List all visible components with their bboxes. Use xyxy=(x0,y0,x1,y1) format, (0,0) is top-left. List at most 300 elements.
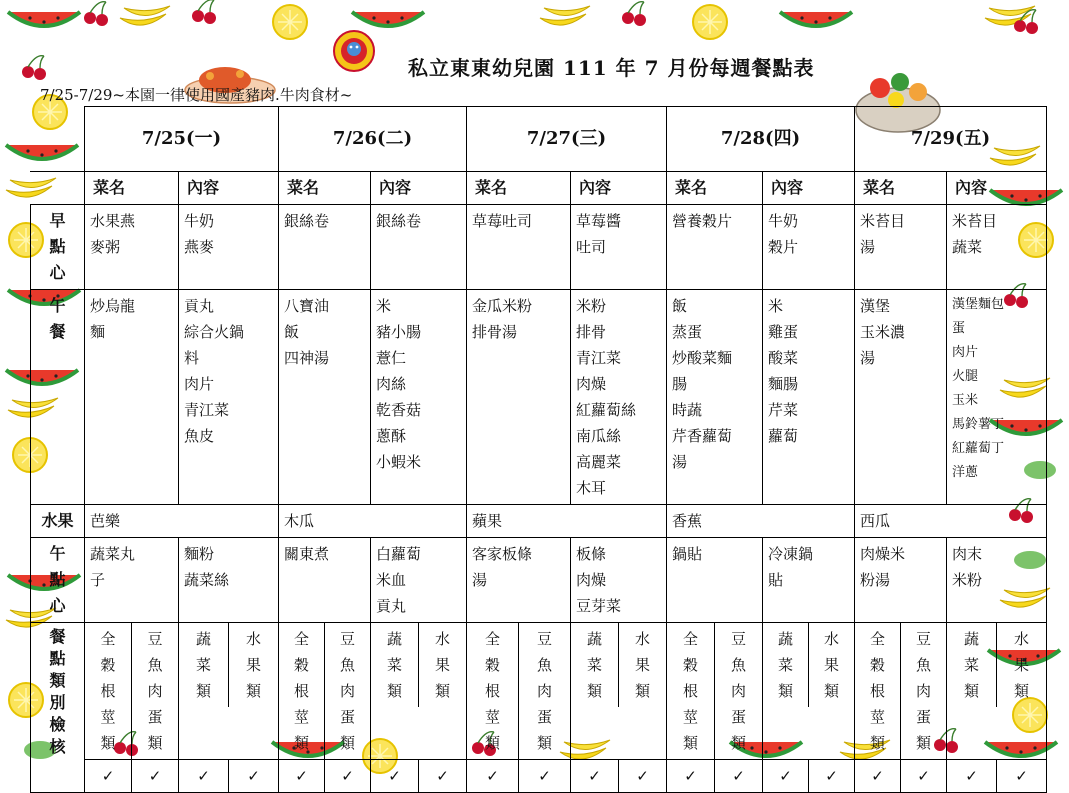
checkmark-subrow xyxy=(179,760,278,792)
category-char: 肉 xyxy=(915,682,931,700)
check-mark: ✓ xyxy=(917,767,930,785)
fruit-cell: 芭樂 xyxy=(85,505,279,538)
checkmark-pair xyxy=(947,760,1047,793)
category-char: 水 xyxy=(245,630,261,648)
category-subtable xyxy=(467,623,570,759)
category-char: 果 xyxy=(434,656,450,674)
checkmark-subrow xyxy=(947,760,1046,792)
afternoon-content xyxy=(763,538,855,623)
category-row xyxy=(31,623,1047,760)
category-pair xyxy=(763,623,855,760)
check-mark: ✓ xyxy=(825,767,838,785)
lunch-dish xyxy=(85,290,179,505)
category-label xyxy=(419,623,467,707)
breakfast-dish xyxy=(85,205,179,290)
category-char: 莖 xyxy=(869,708,885,726)
menu-item: 蘿蔔 xyxy=(768,427,799,445)
afternoon-content xyxy=(179,538,279,623)
check-mark: ✓ xyxy=(538,767,551,785)
checkmark-pair xyxy=(467,760,571,793)
lunch-row xyxy=(31,290,1047,505)
menu-item: 雞蛋 xyxy=(768,323,799,341)
menu-item: 綜合火鍋 xyxy=(184,323,245,341)
check-mark: ✓ xyxy=(1015,767,1028,785)
lunch-content-lines xyxy=(952,293,1041,485)
menu-item: 子 xyxy=(90,571,106,589)
category-char: 魚 xyxy=(915,656,931,674)
menu-item: 腸 xyxy=(672,375,688,393)
menu-item: 八寶油 xyxy=(284,297,330,315)
check-mark: ✓ xyxy=(947,760,997,792)
category-char: 蔬 xyxy=(386,630,402,648)
category-char: 豆 xyxy=(339,630,355,648)
menu-item: 芹菜 xyxy=(768,401,799,419)
afternoon-dish xyxy=(667,538,763,623)
checkmark-pair xyxy=(371,760,467,793)
category-subrow xyxy=(467,623,570,759)
category-char: 魚 xyxy=(339,656,355,674)
category-subrow xyxy=(279,623,370,759)
category-subrow xyxy=(571,623,666,707)
menu-item: 麵腸 xyxy=(768,375,799,393)
category-label xyxy=(85,623,132,759)
fruit-cell: 西瓜 xyxy=(855,505,1047,538)
menu-item: 麥粥 xyxy=(90,238,121,256)
menu-item: 湯 xyxy=(672,453,688,471)
category-char: 類 xyxy=(823,682,839,700)
menu-item: 豬小腸 xyxy=(376,323,422,341)
category-char: 肉 xyxy=(147,682,163,700)
category-char: 類 xyxy=(339,734,355,752)
checkmark-subtable xyxy=(855,760,946,792)
checkmark-subrow xyxy=(763,760,854,792)
category-char: 蛋 xyxy=(536,708,552,726)
category-label xyxy=(179,623,229,707)
check-mark: ✓ xyxy=(279,760,325,792)
menu-item: 吐司 xyxy=(576,238,607,256)
day-header: 7/26(二) xyxy=(279,107,467,172)
category-char: 蛋 xyxy=(147,708,163,726)
category-label xyxy=(947,623,997,707)
menu-item: 冷凍鍋 xyxy=(768,545,814,563)
afternoon-content-lines xyxy=(376,541,461,619)
checkmark-row xyxy=(31,760,1047,793)
menu-item: 蒸蛋 xyxy=(672,323,703,341)
menu-item: 玉米濃 xyxy=(860,323,906,341)
content-header: 內容 xyxy=(571,172,667,205)
row-label-char: 心 xyxy=(49,263,66,282)
category-char: 類 xyxy=(869,734,885,752)
breakfast-content xyxy=(179,205,279,290)
breakfast-content-lines xyxy=(768,208,849,260)
category-pair xyxy=(667,623,763,760)
category-pair xyxy=(279,623,371,760)
breakfast-dish-lines xyxy=(472,208,565,234)
menu-item: 玉米 xyxy=(952,393,979,408)
category-char: 類 xyxy=(386,682,402,700)
lunch-content xyxy=(571,290,667,505)
menu-item: 米粉 xyxy=(952,571,983,589)
breakfast-dish xyxy=(667,205,763,290)
category-char: 根 xyxy=(484,682,500,700)
menu-item: 火腿 xyxy=(952,369,979,384)
afternoon-dish-lines xyxy=(472,541,565,593)
category-pair xyxy=(85,623,179,760)
breakfast-dish-lines xyxy=(672,208,757,234)
menu-item: 炒酸菜麵 xyxy=(672,349,733,367)
category-label xyxy=(571,623,619,707)
check-mark: ✓ xyxy=(179,760,229,792)
checkmark-pair xyxy=(85,760,179,793)
menu-item: 營養穀片 xyxy=(672,212,733,230)
menu-item: 草莓吐司 xyxy=(472,212,533,230)
menu-item: 紅蘿蔔丁 xyxy=(952,441,1005,456)
check-mark: ✓ xyxy=(763,760,809,792)
category-char: 全 xyxy=(100,630,116,648)
breakfast-content-lines xyxy=(576,208,661,260)
category-char: 穀 xyxy=(293,656,309,674)
checkmark-pair xyxy=(667,760,763,793)
menu-item: 肉末 xyxy=(952,545,983,563)
category-char: 豆 xyxy=(730,630,746,648)
menu-item: 炒烏龍 xyxy=(90,297,136,315)
breakfast-row xyxy=(31,205,1047,290)
checkmark-subrow xyxy=(571,760,666,792)
menu-item: 鍋貼 xyxy=(672,545,703,563)
breakfast-dish xyxy=(279,205,371,290)
breakfast-content-lines xyxy=(952,208,1041,260)
row-label-char: 餐 xyxy=(49,322,66,341)
weekly-menu-table xyxy=(30,106,1047,793)
lunch-content xyxy=(947,290,1047,505)
checkmark-subrow xyxy=(371,760,466,792)
breakfast-dish-lines xyxy=(284,208,365,234)
content-header: 內容 xyxy=(371,172,467,205)
category-char: 水 xyxy=(434,630,450,648)
category-char: 莖 xyxy=(100,708,116,726)
menu-item: 蔥酥 xyxy=(376,427,407,445)
category-char: 果 xyxy=(245,656,261,674)
category-subtable xyxy=(179,623,278,707)
day-header: 7/25(一) xyxy=(85,107,279,172)
menu-item: 豆芽菜 xyxy=(576,597,622,615)
lunch-content-lines xyxy=(184,293,273,449)
category-char: 根 xyxy=(869,682,885,700)
checkmark-pair xyxy=(179,760,279,793)
menu-item: 穀片 xyxy=(768,238,799,256)
category-char: 類 xyxy=(293,734,309,752)
menu-item: 肉片 xyxy=(184,375,215,393)
menu-item: 米 xyxy=(376,297,392,315)
afternoon-content-lines xyxy=(576,541,661,619)
category-char: 菜 xyxy=(777,656,793,674)
category-char: 莖 xyxy=(293,708,309,726)
row-label-char: 早 xyxy=(49,211,66,230)
afternoon-dish xyxy=(85,538,179,623)
category-char: 類 xyxy=(730,734,746,752)
lunch-content xyxy=(763,290,855,505)
lunch-dish xyxy=(279,290,371,505)
row-label-char: 別 xyxy=(49,693,66,712)
lunch-dish-lines xyxy=(90,293,173,345)
category-char: 類 xyxy=(915,734,931,752)
category-char: 水 xyxy=(823,630,839,648)
category-subtable xyxy=(371,623,466,707)
check-mark: ✓ xyxy=(467,760,519,792)
breakfast-content-lines xyxy=(376,208,461,234)
category-label xyxy=(901,623,947,759)
fruit-cell: 香蕉 xyxy=(667,505,855,538)
category-char: 蛋 xyxy=(339,708,355,726)
category-char: 類 xyxy=(586,682,602,700)
menu-item: 紅蘿蔔絲 xyxy=(576,401,637,419)
checkmark-subrow xyxy=(667,760,762,792)
category-char: 魚 xyxy=(147,656,163,674)
row-label-char: 點 xyxy=(49,570,66,589)
lunch-dish-lines xyxy=(472,293,565,345)
category-subrow xyxy=(763,623,854,707)
row-label-lunch xyxy=(31,290,85,505)
lunch-dish xyxy=(667,290,763,505)
lunch-content xyxy=(179,290,279,505)
breakfast-content xyxy=(763,205,855,290)
menu-item: 肉片 xyxy=(952,345,979,360)
kindergarten-logo-icon xyxy=(333,30,375,72)
menu-item: 麵粉 xyxy=(184,545,215,563)
category-label xyxy=(229,623,279,707)
menu-item: 貢丸 xyxy=(376,597,407,615)
menu-item: 薏仁 xyxy=(376,349,407,367)
checkmark-subtable xyxy=(467,760,570,792)
day-header: 7/27(三) xyxy=(467,107,667,172)
fruit-cell: 木瓜 xyxy=(279,505,467,538)
menu-item: 芹香蘿蔔 xyxy=(672,427,733,445)
day-header: 7/28(四) xyxy=(667,107,855,172)
breakfast-content xyxy=(371,205,467,290)
category-char: 果 xyxy=(823,656,839,674)
category-pair xyxy=(947,623,1047,760)
menu-item: 魚皮 xyxy=(184,427,215,445)
category-subtable xyxy=(947,623,1046,707)
category-char: 水 xyxy=(634,630,650,648)
afternoon-row xyxy=(31,538,1047,623)
category-char: 蛋 xyxy=(915,708,931,726)
checkmark-subtable xyxy=(179,760,278,792)
category-char: 魚 xyxy=(730,656,746,674)
lunch-content xyxy=(371,290,467,505)
category-char: 菜 xyxy=(963,656,979,674)
category-char: 穀 xyxy=(100,656,116,674)
category-char: 肉 xyxy=(730,682,746,700)
category-char: 類 xyxy=(963,682,979,700)
breakfast-dish-lines xyxy=(90,208,173,260)
menu-item: 燕麥 xyxy=(184,238,215,256)
row-label-char: 餐 xyxy=(49,627,66,646)
category-char: 蔬 xyxy=(777,630,793,648)
menu-item: 木耳 xyxy=(576,479,607,497)
check-mark: ✓ xyxy=(636,767,649,785)
corner-cell xyxy=(31,107,85,172)
menu-item: 飯 xyxy=(284,323,300,341)
menu-item: 米粉 xyxy=(576,297,607,315)
lunch-dish-lines xyxy=(284,293,365,371)
category-label xyxy=(132,623,179,759)
category-char: 莖 xyxy=(682,708,698,726)
afternoon-dish-lines xyxy=(672,541,757,567)
category-char: 全 xyxy=(869,630,885,648)
category-char: 類 xyxy=(1013,682,1029,700)
menu-item: 青江菜 xyxy=(184,401,230,419)
afternoon-dish-lines xyxy=(90,541,173,593)
menu-item: 白蘿蔔 xyxy=(376,545,422,563)
category-char: 類 xyxy=(484,734,500,752)
meat-origin-notice: 7/25-7/29~本園一律使用國產豬肉.牛肉食材~ xyxy=(40,86,353,104)
category-pair xyxy=(855,623,947,760)
check-mark: ✓ xyxy=(85,760,132,792)
menu-item: 湯 xyxy=(472,571,488,589)
category-char: 菜 xyxy=(386,656,402,674)
menu-item: 洋蔥 xyxy=(952,465,979,480)
menu-item: 飯 xyxy=(672,297,688,315)
menu-item: 漢堡麵包 xyxy=(952,297,1005,312)
afternoon-content xyxy=(371,538,467,623)
category-char: 穀 xyxy=(869,656,885,674)
afternoon-content-lines xyxy=(952,541,1041,593)
dish-header: 菜名 xyxy=(467,172,571,205)
afternoon-content xyxy=(571,538,667,623)
category-subtable xyxy=(667,623,762,759)
category-char: 果 xyxy=(1013,656,1029,674)
menu-item: 板條 xyxy=(576,545,607,563)
category-char: 類 xyxy=(536,734,552,752)
row-label-char: 午 xyxy=(49,544,66,563)
menu-item: 蔬菜 xyxy=(952,238,983,256)
lunch-content-lines xyxy=(376,293,461,475)
checkmark-subtable xyxy=(947,760,1046,792)
page-title: 私立東東幼兒園 111 年 7 月份每週餐點表 xyxy=(408,56,815,80)
category-char: 全 xyxy=(293,630,309,648)
category-label xyxy=(763,623,809,707)
lunch-content-lines xyxy=(768,293,849,449)
row-label-char: 檢 xyxy=(49,715,66,734)
dish-header: 菜名 xyxy=(279,172,371,205)
menu-item: 客家板條 xyxy=(472,545,533,563)
category-char: 類 xyxy=(682,734,698,752)
menu-item: 水果燕 xyxy=(90,212,136,230)
category-label xyxy=(519,623,571,759)
category-char: 豆 xyxy=(147,630,163,648)
category-char: 蔬 xyxy=(195,630,211,648)
category-subrow xyxy=(855,623,946,759)
category-char: 類 xyxy=(245,682,261,700)
menu-item: 麵 xyxy=(90,323,106,341)
afternoon-dish-lines xyxy=(284,541,365,567)
category-subtable xyxy=(279,623,370,759)
check-mark: ✓ xyxy=(855,760,901,792)
menu-item: 牛奶 xyxy=(768,212,799,230)
check-mark: ✓ xyxy=(732,767,745,785)
row-label-char: 點 xyxy=(49,237,66,256)
checkmark-subtable xyxy=(85,760,178,792)
checkmark-subtable xyxy=(279,760,370,792)
date-row xyxy=(31,107,1047,172)
category-char: 蛋 xyxy=(730,708,746,726)
check-mark: ✓ xyxy=(341,767,354,785)
checkmark-pair xyxy=(279,760,371,793)
day-header: 7/29(五) xyxy=(855,107,1047,172)
row-label-char: 午 xyxy=(49,296,66,315)
category-subtable xyxy=(571,623,666,707)
check-mark: ✓ xyxy=(571,760,619,792)
category-label xyxy=(715,623,763,759)
category-char: 類 xyxy=(634,682,650,700)
menu-item: 肉燥 xyxy=(576,571,607,589)
category-label xyxy=(619,623,667,707)
menu-item: 米苔目 xyxy=(860,212,906,230)
check-mark: ✓ xyxy=(667,760,715,792)
row-label-breakfast xyxy=(31,205,85,290)
category-char: 菜 xyxy=(195,656,211,674)
lunch-dish xyxy=(855,290,947,505)
category-label xyxy=(809,623,855,707)
category-subrow xyxy=(85,623,178,759)
category-char: 全 xyxy=(682,630,698,648)
category-subtable xyxy=(763,623,854,707)
category-char: 類 xyxy=(147,734,163,752)
checkmark-subtable xyxy=(667,760,762,792)
menu-item: 漢堡 xyxy=(860,297,891,315)
breakfast-content xyxy=(947,205,1047,290)
row-label-check xyxy=(31,623,85,793)
category-subtable xyxy=(85,623,178,759)
checkmark-pair xyxy=(571,760,667,793)
menu-item: 料 xyxy=(184,349,200,367)
menu-item: 肉燥米 xyxy=(860,545,906,563)
category-char: 全 xyxy=(484,630,500,648)
category-label xyxy=(325,623,371,759)
dish-header: 菜名 xyxy=(667,172,763,205)
category-label xyxy=(371,623,419,707)
category-pair xyxy=(467,623,571,760)
check-mark: ✓ xyxy=(371,760,419,792)
corner-cell xyxy=(31,172,85,205)
menu-item: 牛奶 xyxy=(184,212,215,230)
category-char: 類 xyxy=(195,682,211,700)
category-char: 水 xyxy=(1013,630,1029,648)
afternoon-content-lines xyxy=(768,541,849,593)
category-label xyxy=(997,623,1047,707)
checkmark-pair xyxy=(763,760,855,793)
menu-item: 蛋 xyxy=(952,321,966,336)
menu-item: 馬鈴薯丁 xyxy=(952,417,1005,432)
category-char: 穀 xyxy=(682,656,698,674)
checkmark-subtable xyxy=(371,760,466,792)
row-label-char: 心 xyxy=(49,596,66,615)
category-pair xyxy=(179,623,279,760)
category-subrow xyxy=(947,623,1046,707)
lunch-content-lines xyxy=(576,293,661,501)
category-char: 類 xyxy=(100,734,116,752)
menu-item: 肉燥 xyxy=(576,375,607,393)
menu-item: 粉湯 xyxy=(860,571,891,589)
category-char: 類 xyxy=(434,682,450,700)
category-char: 肉 xyxy=(536,682,552,700)
content-header: 內容 xyxy=(763,172,855,205)
checkmark-subrow xyxy=(467,760,570,792)
category-char: 魚 xyxy=(536,656,552,674)
check-mark: ✓ xyxy=(436,767,449,785)
menu-item: 湯 xyxy=(860,349,876,367)
